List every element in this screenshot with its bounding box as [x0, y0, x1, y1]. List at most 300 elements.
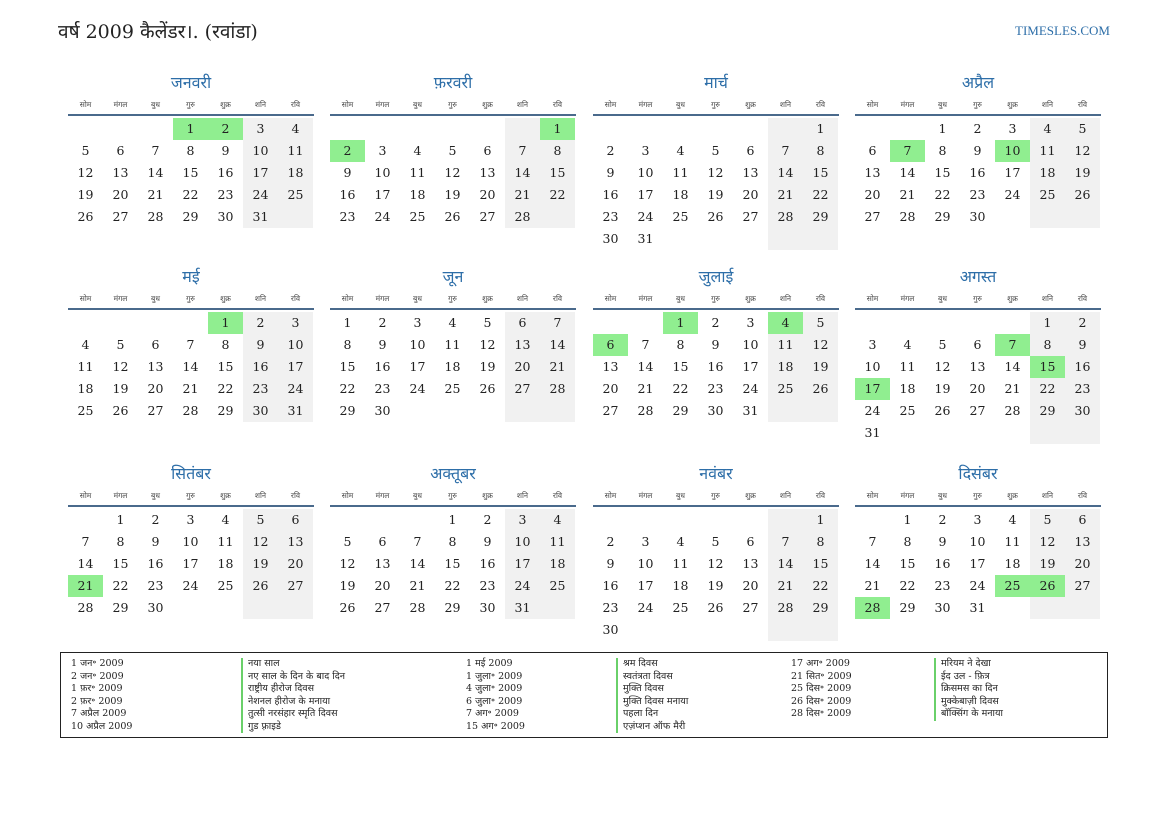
legend-holiday-name: नेशनल हीरोज के मनाया [241, 696, 345, 709]
weekday-label: सोम [341, 491, 354, 500]
day-cell: 12 [1065, 140, 1100, 162]
weekday-label: रवि [552, 491, 563, 500]
day-cell: 28 [899, 209, 916, 224]
day-cell: 31 [505, 597, 540, 619]
day-cell: 5 [1030, 509, 1065, 531]
day-cell: 1 [1030, 312, 1065, 334]
day-cell: 23 [934, 578, 951, 593]
day-cell: 17 [243, 162, 278, 184]
day-cell: 14 [768, 553, 803, 575]
day-cell: 30 [707, 403, 724, 418]
day-cell: 17 [742, 359, 759, 374]
day-cell: 20 [742, 578, 759, 593]
day-cell: 16 [479, 556, 496, 571]
day-cell [1030, 597, 1065, 619]
day-cell [925, 422, 960, 444]
month-calendar [330, 72, 576, 228]
day-cell [995, 422, 1030, 444]
weekday-label: शनि [1041, 491, 1054, 500]
day-cell [173, 597, 208, 619]
weekday-label: शुक्र [482, 100, 493, 109]
week-row [68, 400, 314, 422]
day-cell [733, 619, 768, 641]
day-cell: 5 [343, 534, 352, 549]
day-cell [663, 118, 698, 140]
day-cell: 16 [602, 187, 619, 202]
week-row [330, 575, 576, 597]
day-cell: 30 [243, 400, 278, 422]
day-cell: 22 [803, 575, 838, 597]
day-cell: 15 [217, 359, 234, 374]
day-cell: 12 [444, 165, 461, 180]
month-calendar [68, 463, 314, 619]
legend-holiday-name: एज़ंप्शन ऑफ मैरी [616, 721, 688, 734]
week-row [330, 378, 576, 400]
day-cell: 9 [606, 556, 615, 571]
weekday-label: सोम [79, 100, 92, 109]
day-cell: 24 [243, 184, 278, 206]
day-cell: 10 [637, 556, 654, 571]
week-row [855, 575, 1101, 597]
day-cell: 21 [768, 575, 803, 597]
legend-holiday-name: मुक्ति दिवस [616, 683, 688, 696]
day-cell [593, 118, 628, 140]
week-row [593, 619, 839, 641]
month-calendar [855, 463, 1101, 619]
day-cell: 11 [672, 556, 689, 571]
day-cell [68, 118, 103, 140]
week-row [68, 531, 314, 553]
weekday-label: बुध [151, 491, 160, 500]
day-cell: 13 [1065, 531, 1100, 553]
day-cell: 29 [217, 403, 234, 418]
legend-names-column [616, 658, 688, 733]
weekday-label: सोम [866, 100, 879, 109]
day-cell: 4 [81, 337, 90, 352]
day-cell: 2 [606, 534, 615, 549]
legend-names-column [241, 658, 345, 733]
day-cell: 14 [147, 165, 164, 180]
weekday-label: रवि [815, 100, 826, 109]
day-cell: 14 [77, 556, 94, 571]
day-cell: 11 [1030, 140, 1065, 162]
weekday-label: गुरु [448, 294, 457, 303]
day-cell: 20 [505, 356, 540, 378]
day-cell: 24 [864, 403, 881, 418]
day-cell [663, 619, 698, 641]
legend-holiday-name: क्रिसमस का दिन [934, 683, 1003, 696]
day-cell: 14 [768, 162, 803, 184]
day-cell: 8 [938, 143, 947, 158]
day-cell: 5 [803, 312, 838, 334]
day-cell: 31 [243, 206, 278, 228]
day-cell: 15 [934, 165, 951, 180]
week-row [593, 140, 839, 162]
weekday-label: रवि [552, 294, 563, 303]
day-cell [890, 422, 925, 444]
day-cell: 27 [112, 209, 129, 224]
weekday-label: सोम [604, 100, 617, 109]
day-cell: 6 [151, 337, 160, 352]
day-cell: 12 [803, 334, 838, 356]
day-cell: 10 [742, 337, 759, 352]
weekday-label: शनि [254, 294, 267, 303]
week-row [855, 312, 1101, 334]
day-cell: 22 [899, 578, 916, 593]
day-cell: 26 [1030, 575, 1065, 597]
day-cell: 9 [1065, 334, 1100, 356]
weekday-label: सोम [604, 294, 617, 303]
day-cell: 7 [641, 337, 650, 352]
day-cell: 5 [711, 534, 720, 549]
day-cell: 28 [855, 597, 890, 619]
legend-date: 1 जन॰ 2009 [71, 658, 124, 669]
week-row [593, 597, 839, 619]
day-cell: 18 [77, 381, 94, 396]
weekday-header [855, 489, 1101, 507]
day-cell: 27 [278, 575, 313, 597]
week-row [68, 118, 314, 140]
day-cell: 3 [505, 509, 540, 531]
week-row [855, 531, 1101, 553]
week-row [855, 162, 1101, 184]
week-row [855, 184, 1101, 206]
day-cell [68, 509, 103, 531]
day-cell: 20 [479, 187, 496, 202]
month-calendar [855, 266, 1101, 444]
day-cell [400, 509, 435, 531]
weekday-header [855, 98, 1101, 116]
legend-date: 1 मई 2009 [466, 658, 513, 669]
weekday-label: सोम [341, 294, 354, 303]
day-cell: 8 [803, 140, 838, 162]
day-cell [663, 509, 698, 531]
day-cell: 5 [243, 509, 278, 531]
weekday-header [68, 489, 314, 507]
day-cell: 16 [243, 356, 278, 378]
day-cell: 6 [483, 143, 492, 158]
day-cell: 14 [505, 162, 540, 184]
day-cell [103, 312, 138, 334]
day-cell: 13 [505, 334, 540, 356]
day-cell [803, 400, 838, 422]
day-cell: 29 [899, 600, 916, 615]
day-cell: 3 [186, 512, 195, 527]
weekday-header [593, 292, 839, 310]
day-cell: 25 [672, 600, 689, 615]
weekday-label: मंगल [638, 100, 653, 109]
weekday-label: गुरु [973, 491, 982, 500]
day-cell: 9 [938, 534, 947, 549]
day-cell [1030, 206, 1065, 228]
legend-holiday-name: बॉक्सिंग के मनाया [934, 708, 1003, 721]
week-row [593, 553, 839, 575]
day-cell: 19 [707, 578, 724, 593]
day-cell: 19 [1030, 553, 1065, 575]
day-cell: 23 [374, 381, 391, 396]
day-cell: 5 [81, 143, 90, 158]
day-cell: 14 [637, 359, 654, 374]
day-cell: 8 [343, 337, 352, 352]
week-row [855, 509, 1101, 531]
day-cell: 23 [147, 578, 164, 593]
weekday-label: गुरु [711, 491, 720, 500]
day-cell: 27 [969, 403, 986, 418]
legend-date: 1 जुला॰ 2009 [466, 670, 523, 682]
weekday-label: बुध [676, 294, 685, 303]
day-cell [960, 312, 995, 334]
day-cell: 19 [112, 381, 129, 396]
day-cell: 25 [1030, 184, 1065, 206]
weekday-label: रवि [815, 491, 826, 500]
week-row [330, 597, 576, 619]
day-cell: 15 [112, 556, 129, 571]
day-cell: 28 [182, 403, 199, 418]
day-cell: 8 [116, 534, 125, 549]
weekday-label: गुरु [973, 294, 982, 303]
day-cell: 17 [374, 187, 391, 202]
week-row [68, 356, 314, 378]
week-row [330, 118, 576, 140]
day-cell: 24 [505, 575, 540, 597]
weekday-label: सोम [866, 294, 879, 303]
weekday-label: शुक्र [220, 100, 231, 109]
weekday-label: मंगल [900, 491, 915, 500]
day-cell: 6 [973, 337, 982, 352]
day-cell: 23 [707, 381, 724, 396]
month-calendar [593, 72, 839, 250]
day-cell: 22 [540, 184, 575, 206]
legend-holiday-name: पहला दिन [616, 708, 688, 721]
site-link[interactable]: TIMESLES.COM [1015, 23, 1110, 38]
week-row [330, 162, 576, 184]
day-cell [593, 312, 628, 334]
day-cell: 10 [505, 531, 540, 553]
day-cell [628, 619, 663, 641]
day-cell: 27 [147, 403, 164, 418]
day-cell: 15 [899, 556, 916, 571]
day-cell: 13 [479, 165, 496, 180]
day-cell [540, 400, 575, 422]
week-row [593, 531, 839, 553]
day-cell: 26 [934, 403, 951, 418]
weekday-label: सोम [604, 491, 617, 500]
day-cell: 6 [868, 143, 877, 158]
day-cell: 24 [278, 378, 313, 400]
legend-holiday-name: नया साल [241, 658, 345, 671]
legend-dates-column [466, 658, 525, 733]
day-cell [1065, 206, 1100, 228]
day-cell: 3 [278, 312, 313, 334]
day-cell: 1 [540, 118, 575, 140]
day-cell: 18 [672, 578, 689, 593]
weekday-label: रवि [290, 491, 301, 500]
day-cell: 14 [540, 334, 575, 356]
week-row [593, 184, 839, 206]
day-cell: 14 [864, 556, 881, 571]
day-cell: 31 [637, 231, 654, 246]
day-cell: 26 [444, 209, 461, 224]
day-cell: 4 [1030, 118, 1065, 140]
month-name: सितंबर [171, 464, 211, 483]
legend-date: 1 फ़र॰ 2009 [71, 683, 123, 694]
weekday-label: मंगल [638, 294, 653, 303]
day-cell: 6 [116, 143, 125, 158]
day-cell: 17 [409, 359, 426, 374]
day-cell: 19 [1065, 162, 1100, 184]
day-cell: 26 [243, 575, 278, 597]
day-cell: 3 [641, 143, 650, 158]
day-cell: 28 [1004, 403, 1021, 418]
day-cell: 6 [746, 143, 755, 158]
day-cell: 20 [602, 381, 619, 396]
weekday-label: बुध [413, 491, 422, 500]
weekday-label: रवि [1077, 491, 1088, 500]
weekday-header [330, 489, 576, 507]
day-cell: 3 [973, 512, 982, 527]
day-cell: 30 [934, 600, 951, 615]
day-cell: 27 [742, 600, 759, 615]
day-cell [68, 312, 103, 334]
day-cell: 30 [1065, 400, 1100, 422]
week-row [330, 184, 576, 206]
day-cell: 27 [602, 403, 619, 418]
day-cell: 13 [278, 531, 313, 553]
legend-holiday-name: मुक्ति दिवस मनाया [616, 696, 688, 709]
day-cell: 12 [77, 165, 94, 180]
day-cell: 12 [707, 165, 724, 180]
weekday-header [593, 489, 839, 507]
day-cell: 30 [479, 600, 496, 615]
day-cell: 24 [637, 600, 654, 615]
day-cell: 28 [768, 206, 803, 228]
day-cell: 25 [409, 209, 426, 224]
day-cell: 11 [672, 165, 689, 180]
day-cell: 2 [243, 312, 278, 334]
day-cell [768, 400, 803, 422]
day-cell: 13 [742, 165, 759, 180]
day-cell: 17 [1004, 165, 1021, 180]
day-cell: 3 [413, 315, 422, 330]
month-calendar [68, 72, 314, 228]
day-cell: 24 [182, 578, 199, 593]
day-cell [330, 509, 365, 531]
day-cell: 26 [112, 403, 129, 418]
day-cell: 8 [448, 534, 457, 549]
day-cell: 17 [637, 187, 654, 202]
legend-holiday-name: गुड फ़्राइडे [241, 721, 345, 734]
day-cell: 25 [768, 378, 803, 400]
legend-date: 25 दिस॰ 2009 [791, 683, 852, 694]
day-cell: 19 [934, 381, 951, 396]
day-cell: 5 [448, 143, 457, 158]
day-cell: 17 [505, 553, 540, 575]
day-cell [890, 312, 925, 334]
day-cell [855, 312, 890, 334]
legend-date: 28 दिस॰ 2009 [791, 708, 852, 719]
weekday-label: मंगल [375, 491, 390, 500]
weekday-label: रवि [815, 294, 826, 303]
day-cell: 18 [278, 162, 313, 184]
weekday-label: शुक्र [482, 491, 493, 500]
day-cell: 4 [278, 118, 313, 140]
day-cell [505, 400, 540, 422]
day-cell: 23 [1065, 378, 1100, 400]
day-cell: 29 [934, 209, 951, 224]
day-cell: 9 [483, 534, 492, 549]
day-cell: 14 [182, 359, 199, 374]
weekday-label: बुध [938, 294, 947, 303]
day-cell [995, 206, 1030, 228]
weekday-header [593, 98, 839, 116]
day-cell: 17 [278, 356, 313, 378]
day-cell: 2 [938, 512, 947, 527]
day-cell: 13 [969, 359, 986, 374]
day-cell: 8 [221, 337, 230, 352]
month-calendar [855, 72, 1101, 228]
week-row [330, 553, 576, 575]
day-cell: 31 [742, 403, 759, 418]
day-cell: 6 [278, 509, 313, 531]
day-cell: 11 [540, 531, 575, 553]
month-calendar [330, 266, 576, 422]
day-cell: 5 [1065, 118, 1100, 140]
day-cell: 23 [969, 187, 986, 202]
day-cell: 10 [864, 359, 881, 374]
week-row [855, 422, 1101, 444]
week-row [593, 356, 839, 378]
day-cell: 19 [803, 356, 838, 378]
day-cell: 30 [147, 600, 164, 615]
day-cell: 25 [217, 578, 234, 593]
day-cell: 11 [409, 165, 426, 180]
day-cell: 22 [444, 578, 461, 593]
month-name: अप्रैल [961, 73, 995, 92]
day-cell: 28 [409, 600, 426, 615]
day-cell: 28 [77, 600, 94, 615]
day-cell: 4 [413, 143, 422, 158]
week-row [68, 334, 314, 356]
day-cell: 4 [221, 512, 230, 527]
day-cell: 3 [746, 315, 755, 330]
day-cell: 2 [208, 118, 243, 140]
day-cell: 7 [413, 534, 422, 549]
weekday-label: गुरु [186, 294, 195, 303]
day-cell [733, 509, 768, 531]
day-cell: 7 [890, 140, 925, 162]
day-cell: 12 [707, 556, 724, 571]
day-cell: 9 [378, 337, 387, 352]
day-cell: 26 [479, 381, 496, 396]
weekday-label: गुरु [186, 100, 195, 109]
day-cell: 23 [217, 187, 234, 202]
day-cell [505, 118, 540, 140]
day-cell [173, 312, 208, 334]
week-row [855, 553, 1101, 575]
day-cell: 8 [903, 534, 912, 549]
day-cell: 18 [409, 187, 426, 202]
day-cell [365, 509, 400, 531]
weekday-label: शुक्र [745, 100, 756, 109]
day-cell: 9 [343, 165, 352, 180]
day-cell: 26 [707, 209, 724, 224]
day-cell: 18 [1030, 162, 1065, 184]
day-cell [698, 509, 733, 531]
day-cell: 12 [1030, 531, 1065, 553]
day-cell: 5 [938, 337, 947, 352]
day-cell: 29 [444, 600, 461, 615]
week-row [330, 140, 576, 162]
